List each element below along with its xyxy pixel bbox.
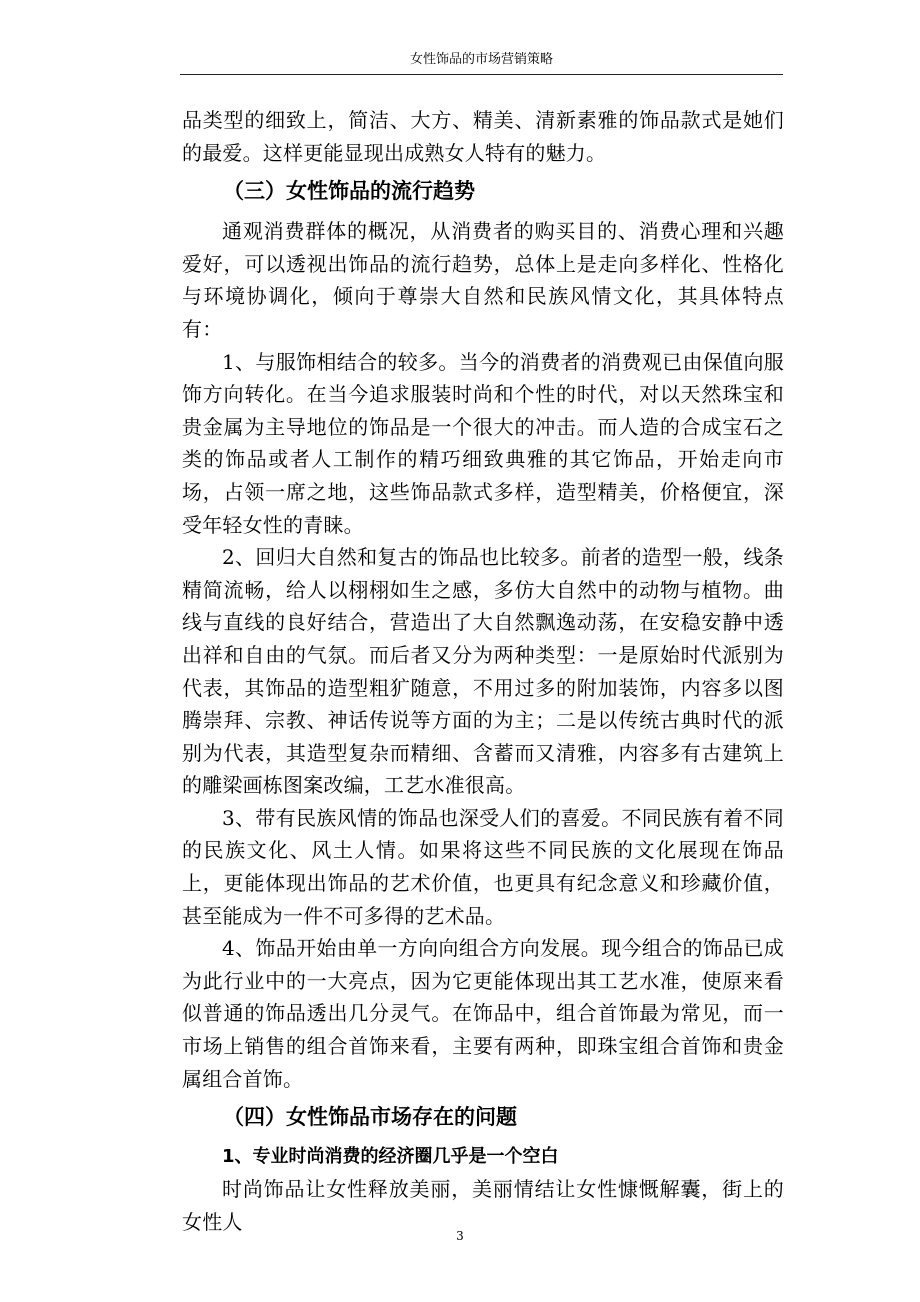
page-header: 女性饰品的市场营销策略: [180, 50, 783, 75]
document-body: [182, 104, 784, 1238]
paragraph-continuation: 品类型的细致上，简洁、大方、精美、清新素雅的饰品款式是她们的最爱。这样更能显现出成熟女人特有的魅力。: [182, 108, 784, 165]
paragraph-point-4: 4、饰品开始由单一方向向组合方向发展。现今组合的饰品已成为此行业中的一大亮点，因为它更能体现出其工艺水准，使原来看似普通的饰品透出几分灵气。在饰品中，组合首饰最为常见，而一市场上销售的组合首饰来看，主要有两种，即珠宝组合首饰和贵金属组合首饰。: [182, 936, 784, 1091]
paragraph-point-2: 2、回归大自然和复古的饰品也比较多。前者的造型一般，线条精简流畅，给人以栩栩如生之感，多仿大自然中的动物与植物。曲线与直线的良好结合，营造出了大自然飘逸动荡，在安稳安静中透出祥和自由的气氛。而后者又分为两种类型：一是原始时代派别为代表，其饰品的造型粗犷随意，不用过多的附加装饰，内容多以图腾崇拜、宗教、神话传说等方面的为主；二是以传统古典时代的派别为代表，其造型复杂而精细、含蓄而又清雅，内容多有古建筑上的雕梁画栋图案改编，工艺水准很高。: [182, 545, 784, 798]
section-heading-4: （四）女性饰品市场存在的问题: [223, 1105, 517, 1130]
subsection-heading-1: 1、专业时尚消费的经济圈几乎是一个空白: [222, 1146, 559, 1168]
paragraph-point-3: 3、带有民族风情的饰品也深受人们的喜爱。不同民族有着不同的民族文化、风土人情。如果将这些不同民族的文化展现在饰品上，更能体现出饰品的艺术价值，也更具有纪念意义和珍藏价值，甚至能成为一件不可多得的艺术品。: [182, 805, 784, 928]
paragraph-point-1: 1、与服饰相结合的较多。当今的消费者的消费观已由保值向服饰方向转化。在当今追求服装时尚和个性的时代，对以天然珠宝和贵金属为主导地位的饰品是一个很大的冲击。而人造的合成宝石之类的饰品或者人工制作的精巧细致典雅的其它饰品，开始走向市场，占领一席之地，这些饰品款式多样，造型精美，价格便宜，深受年轻女性的青睐。: [182, 349, 784, 537]
paragraph-issue-intro: 时尚饰品让女性释放美丽，美丽情结让女性慷慨解囊，街上的女性人: [182, 1177, 784, 1234]
section-heading-3: （三）女性饰品的流行趋势: [223, 179, 475, 204]
page-number: 3: [456, 1229, 464, 1243]
paragraph-overview: 通观消费群体的概况，从消费者的购买目的、消费心理和兴趣爱好，可以透视出饰品的流行趋势，总体上是走向多样化、性格化与环境协调化，倾向于尊崇大自然和民族风情文化，其具体特点有：: [182, 219, 784, 341]
